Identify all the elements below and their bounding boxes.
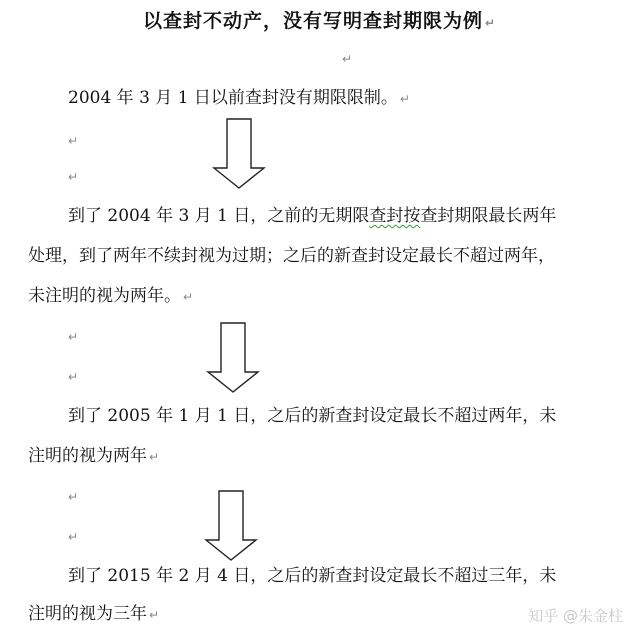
- empty-paragraph-mark: ↵: [68, 134, 79, 148]
- step3-line1: 到了 2005 年 1 月 1 日，之后的新查封设定最长不超过两年，未: [68, 406, 557, 426]
- down-arrow-icon: [206, 322, 260, 394]
- title-text: 以查封不动产，没有写明查封期限为例: [142, 10, 483, 32]
- paragraph-mark: ↵: [183, 290, 194, 304]
- step2-line1: 到了 2004 年 3 月 1 日，之前的无期限查封按查封期限最长两年: [68, 206, 557, 226]
- empty-paragraph-mark: ↵: [68, 330, 79, 344]
- step2-line3: 未注明的视为两年。 ↵: [28, 286, 194, 306]
- document-title: [0, 6, 639, 33]
- empty-paragraph-mark: ↵: [68, 370, 79, 384]
- down-arrow-icon: [212, 118, 266, 190]
- paragraph-mark: ↵: [399, 92, 410, 106]
- empty-paragraph-mark: ↵: [68, 530, 79, 544]
- paragraph-mark: ↵: [484, 16, 497, 30]
- empty-paragraph-mark: ↵: [68, 490, 79, 504]
- step4-line2: 注明的视为三年 ↵: [28, 604, 160, 624]
- step1-text: 2004 年 3 月 1 日以前查封没有期限限制。 ↵: [68, 88, 410, 108]
- empty-paragraph-mark: ↵: [68, 170, 79, 184]
- step3-line2: 注明的视为两年 ↵: [28, 446, 160, 466]
- paragraph-mark: ↵: [149, 450, 160, 464]
- spellcheck-underlined-text: 查封按: [369, 206, 421, 226]
- step4-line1: 到了 2015 年 2 月 4 日，之后的新查封设定最长不超过三年，未: [68, 566, 557, 586]
- watermark: 知乎 @朱金柱: [528, 607, 623, 625]
- down-arrow-icon: [204, 490, 258, 562]
- paragraph-mark: ↵: [149, 608, 160, 622]
- empty-paragraph-mark: ↵: [342, 52, 353, 66]
- step2-line2: 处理，到了两年不续封视为过期；之后的新查封设定最长不超过两年，: [28, 246, 555, 266]
